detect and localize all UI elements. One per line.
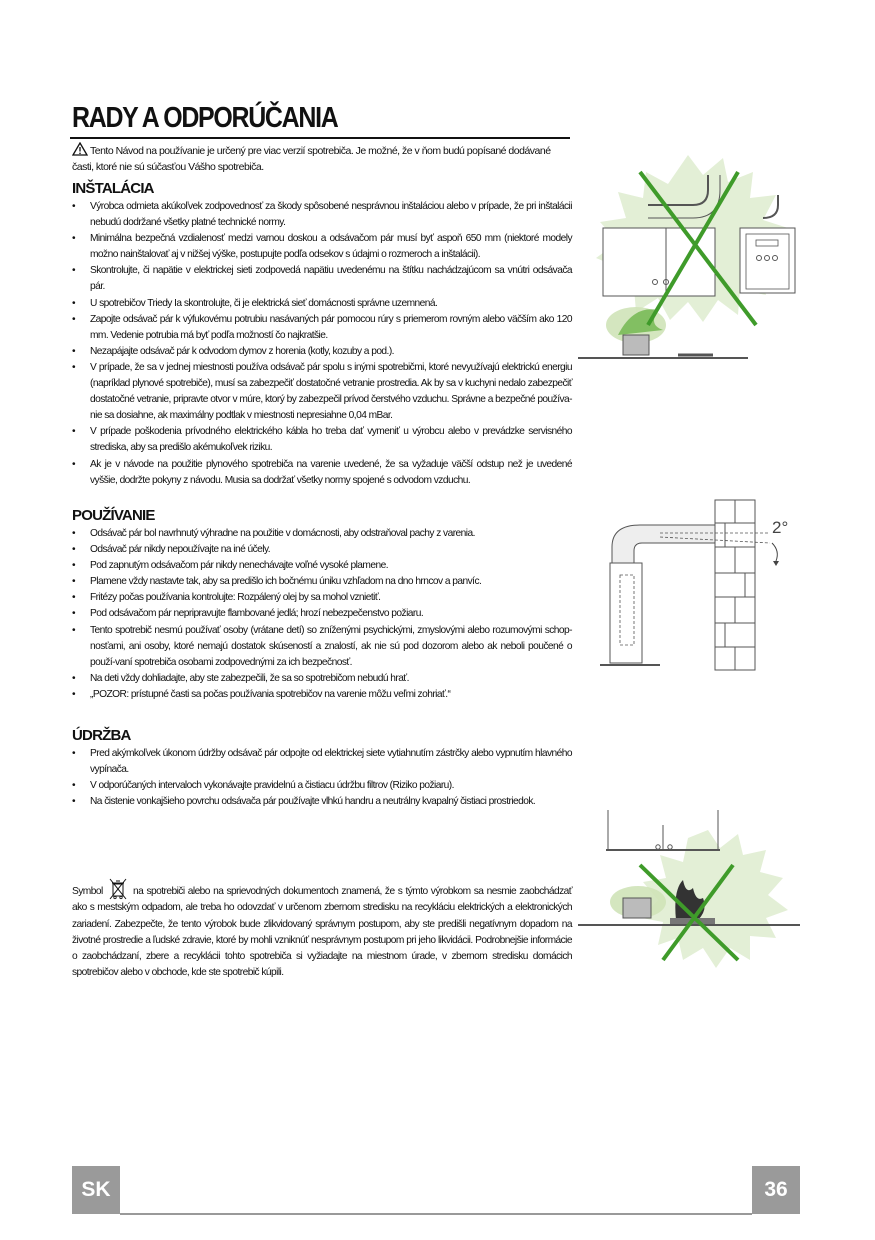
list-item: • Nezapájajte odsávač pár k odvodom dymov z horenia (kotly, kozuby a pod.). [72, 344, 572, 360]
list-item: • Skontrolujte, či napätie v elektrickej sieti zodpovedá napätiu uvedenému na štítku nachádzajúcom sa vnútri odsávača pár. [72, 263, 572, 295]
list-item: • Odsávač pár nikdy nepoužívajte na iné účely. [72, 542, 572, 558]
usage-section [72, 507, 572, 703]
list-item: • Pod zapnutým odsávačom pár nikdy nenechávajte voľné vysoké plamene. [72, 558, 572, 574]
list-item: • Tento spotrebič nesmú používať osoby (vrátane detí) so zníženými psychickými, zmyslovými alebo rozumovými schop-nosťami, ani osoby, ktoré nemajú dostatok skúseností a znalostí, ak nie sú pod dozorom alebo ak neboli poučené o použí-vaní spotrebiča osobami zodpovednými za ich bezpečnosť. [72, 623, 572, 671]
list-item: • V odporúčaných intervaloch vykonávajte pravidelnú a čistiacu údržbu filtrov (Riziko požiaru). [72, 778, 572, 794]
list-item: • Odsávač pár bol navrhnutý výhradne na použitie v domácnosti, aby odstraňoval pachy z varenia. [72, 526, 572, 542]
maintenance-list [72, 746, 572, 810]
disposal-text: na spotrebiči alebo na sprievodných dokumentoch znamená, že s týmto výrobkom sa nesmie zaobchádzať ako s mestským odpadom, ale treba ho odovzdať v určenom zbernom stredisku na recykláciu elektrických a elektronických zariadení. Zabezpečte, že tento výrobok bude zlikvidovaný správnym postupom, aby ste predišli negatívnym dopadom na životné prostredie a ľudské zdravie, ktoré by mohli vzniknúť nesprávnym postupom pri jeho likvidácii. Podrobnejšie informácie o zaobchádzaní, zbere a recyklácii tohto spotrebiča si vyžiadajte na miestnom úrade, v zbernom stredisku domácich spotrebičov alebo v obchode, kde ste spotrebič kúpili. [72, 886, 573, 979]
page-number: 36 [752, 1166, 800, 1214]
footer-rule [120, 1213, 752, 1215]
list-item: • Minimálna bezpečná vzdialenosť medzi varnou doskou a odsávačom pár musí byť aspoň 650 mm (niektoré modely možno nainštalovať aj v nižšej výške, postupujte podľa odsekov s údajmi o rozmeroch a inštalácii). [72, 231, 572, 263]
list-item: • Plamene vždy nastavte tak, aby sa predišlo ich bočnému úniku vzhľadom na dno hrncov a panvíc. [72, 574, 572, 590]
version-note [72, 142, 572, 175]
list-item: • Fritézy počas používania kontrolujte: Rozpálený olej by sa mohol vznietiť. [72, 590, 572, 606]
list-item: • U spotrebičov Triedy Ia skontrolujte, či je elektrická sieť domácnosti správne uzemnená. [72, 296, 572, 312]
installation-list [72, 199, 572, 489]
no-open-flame-illustration [578, 810, 800, 980]
installation-section [72, 180, 572, 489]
maintenance-section [72, 727, 572, 810]
usage-list [72, 526, 572, 703]
title-underline [70, 137, 570, 139]
hood-installation-illustration [578, 150, 800, 365]
list-item: • Na čistenie vonkajšieho povrchu odsávača pár používajte vlhkú handru a neutrálny kvapalný čistiaci prostriedok. [72, 794, 572, 810]
crossed-bin-icon [108, 878, 128, 900]
list-item: • Pred akýmkoľvek úkonom údržby odsávač pár odpojte od elektrickej siete vytiahnutím zástrčky alebo vypnutím hlavného vypínača. [72, 746, 572, 778]
disposal-paragraph [72, 878, 572, 982]
list-item: • Výrobca odmieta akúkoľvek zodpovednosť za škody spôsobené nesprávnou inštaláciou alebo v prípade, že pri inštalácii nebudú dodržané všetky platné technické normy. [72, 199, 572, 231]
list-item: • V prípade poškodenia prívodného elektrického kábla ho treba dať vymeniť u výrobcu alebo v prevádzke servisného strediska, aby sa predišlo akémukoľvek riziku. [72, 424, 572, 456]
symbol-word: Symbol [72, 886, 103, 897]
installation-heading: INŠTALÁCIA [72, 180, 154, 197]
version-note-text: Tento Návod na používanie je určený pre viac verzií spotrebiča. Je možné, že v ňom budú popísané dodávané časti, ktoré nie sú súčasťou Vášho spotrebiča. [72, 145, 551, 173]
list-item: • „POZOR: prístupné časti sa počas používania spotrebičov na varenie môžu veľmi zohriať.“ [72, 687, 572, 703]
list-item: • Ak je v návode na použitie plynového spotrebiča na varenie uvedené, že sa vyžaduje väčší odstup než je uvedené vyššie, dodržte pokyny z návodu. Musia sa dodržať všetky normy spojené s odvodom vzduchu. [72, 457, 572, 489]
slope-angle-label: 2° [772, 518, 789, 537]
language-badge: SK [72, 1166, 120, 1214]
usage-heading: POUŽÍVANIE [72, 507, 155, 524]
list-item: • Pod odsávačom pár nepripravujte flambované jedlá; hrozí nebezpečenstvo požiaru. [72, 606, 572, 622]
page-title: RADY A ODPORÚČANIA [72, 102, 338, 134]
list-item: • Zapojte odsávač pár k výfukovému potrubiu nasávaných pár pomocou rúry s priemerom rovným alebo väčším ako 120 mm. Vedenie potrubia má byť podľa možností čo najkratšie. [72, 312, 572, 344]
list-item: • V prípade, že sa v jednej miestnosti používa odsávač pár spolu s inými spotrebičmi, ktoré nevyužívajú elektrickú energiu (napríklad plynové spotrebiče), musí sa zabezpečiť dostatočné vetranie prostredia. Ak by sa v kuchyni nedalo zabezpečiť dostatočné vetranie, pripravte otvor v múre, ktorý by zabezpečil prívod čerstvého vzduchu. Správne a bezpečné používa-nie sa dosiahne, ak maximálny podtlak v miestnosti nepresiahne 0,04 mBar. [72, 360, 572, 424]
maintenance-heading: ÚDRŽBA [72, 727, 131, 744]
warning-icon [72, 142, 88, 156]
list-item: • Na deti vždy dohliadajte, aby ste zabezpečili, že sa so spotrebičom nebudú hrať. [72, 671, 572, 687]
duct-slope-illustration [600, 495, 800, 675]
